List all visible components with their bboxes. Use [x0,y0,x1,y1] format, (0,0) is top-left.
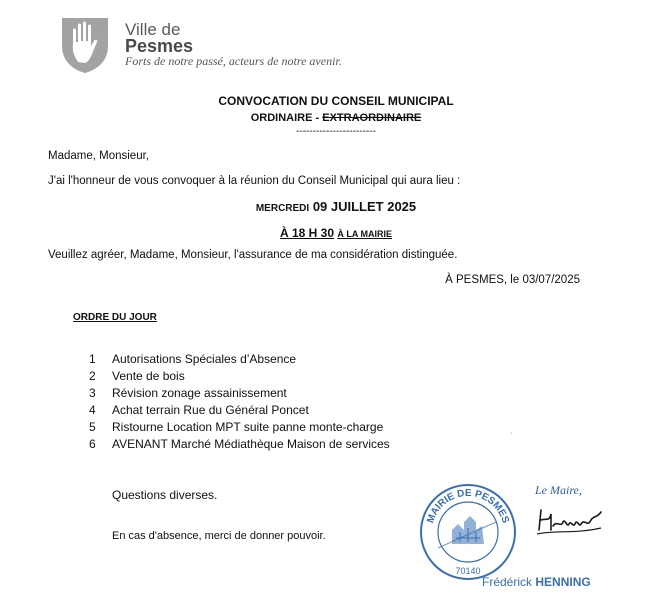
document-title: CONVOCATION DU CONSEIL MUNICIPAL [218,94,454,108]
agenda-item-label: Achat terrain Rue du Général Poncet [112,403,309,417]
meeting-place: À LA MAIRIE [337,229,393,239]
signer-last-name: HENNING [535,575,591,589]
meeting-date-value: 09 JUILLET 2025 [312,199,417,214]
meeting-time-place [0,226,672,240]
handwritten-signature [535,500,605,540]
brand-line-2: Pesmes [125,36,194,56]
margin-mark: ˎ [510,424,514,435]
questions-diverses: Questions diverses. [112,488,218,502]
agenda-item-number: 1 [89,352,96,366]
brand-tagline: Forts de notre passé, acteurs de notre avenir. [125,54,342,68]
agenda-heading: ORDRE DU JOUR [73,312,157,323]
agenda-item-label: Ristourne Location MPT suite panne monte-charge [112,420,384,434]
city-logo-hand-icon [60,16,110,74]
intro-paragraph: J'ai l'honneur de vous convoquer à la réunion du Conseil Municipal qui aura lieu : [48,175,461,187]
salutation: Madame, Monsieur, [48,150,149,162]
title-divider: ------------------------ [296,126,376,137]
absence-note: En cas d'absence, merci de donner pouvoir. [112,530,326,542]
agenda-item-label: AVENANT Marché Médiathèque Maison de services [112,437,390,451]
meeting-date [0,199,672,214]
mairie-stamp [418,482,518,582]
agenda-item-number: 2 [89,369,96,383]
agenda-item-label: Vente de bois [112,369,185,383]
agenda-item-number: 3 [89,386,96,400]
agenda-item-number: 6 [89,437,96,451]
document-subtitle [0,112,672,124]
stamp-text: MAIRIE DE PESMES [425,487,511,525]
agenda-item-number: 4 [89,403,96,417]
signer-name [482,575,591,589]
meeting-time: À 18 H 30 [279,226,334,240]
signer-first-name: Frédérick [482,575,533,589]
mayor-label: Le Maire, [535,483,582,497]
place-and-date: À PESMES, le 03/07/2025 [445,274,580,286]
agenda-item-number: 5 [89,420,96,434]
meeting-weekday: MERCREDI [255,203,310,214]
closing-paragraph: Veuillez agréer, Madame, Monsieur, l'assurance de ma considération distinguée. [48,249,458,261]
stamp-postal-code: 70140 [455,566,481,576]
subtitle-extraordinary-struck: EXTRAORDINAIRE [322,112,422,124]
agenda-item-label: Autorisations Spéciales d’Absence [112,352,297,366]
subtitle-ordinary: ORDINAIRE - [250,112,323,124]
agenda-item-label: Révision zonage assainissement [112,386,287,400]
brand-line-1: Ville de [125,20,181,39]
